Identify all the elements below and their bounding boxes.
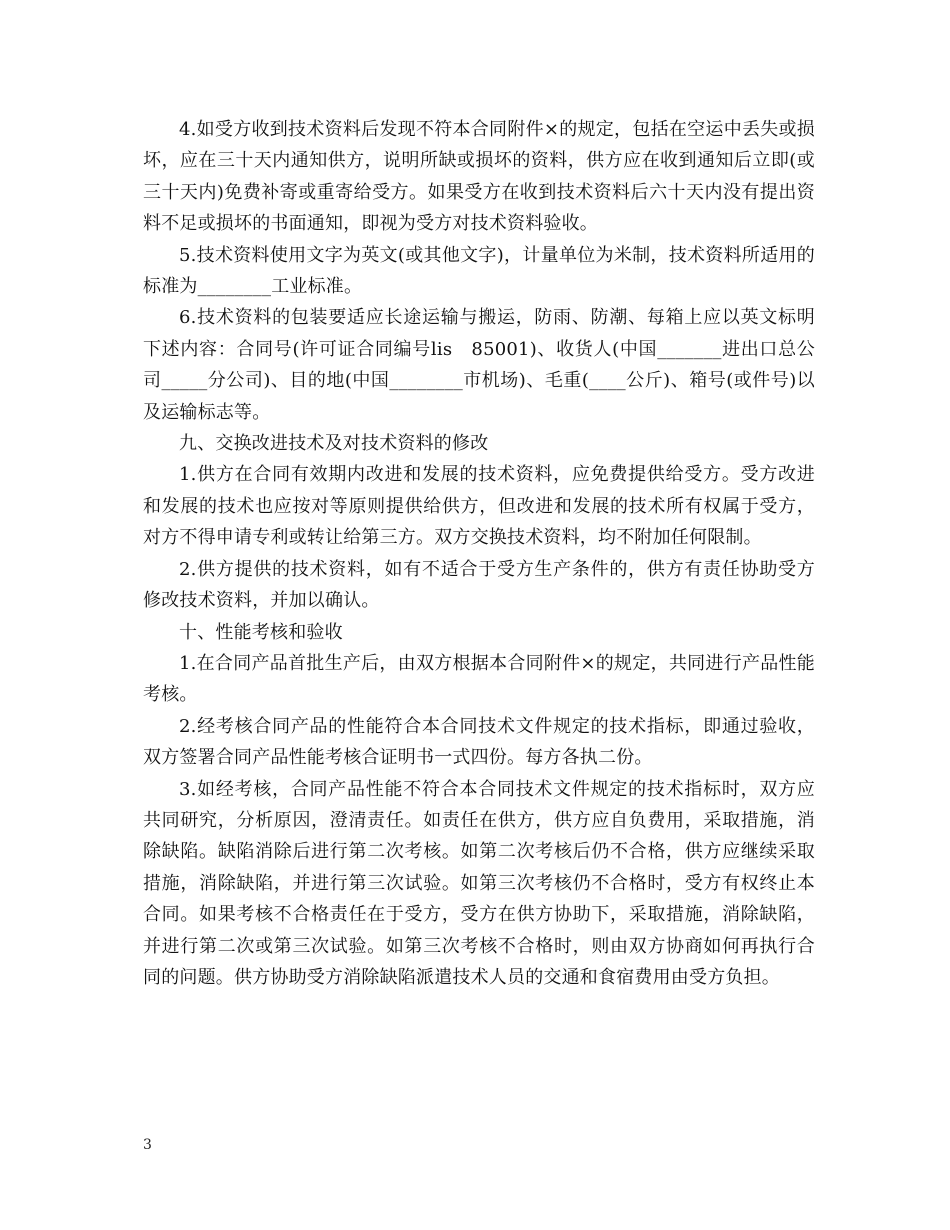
clause-8-6: 6.技术资料的包装要适应长途运输与搬运，防雨、防潮、每箱上应以英文标明下述内容：合同号(许可证合同编号lis 85001)、收货人(中国_______进出口总公司_____分公司)、目的地(中国________市机场)、毛重(____公斤)、箱号(或件号)以及运输标志等。: [143, 307, 815, 423]
document-body: [143, 114, 815, 993]
clause-10-2: 2.经考核合同产品的性能符合本合同技术文件规定的技术指标，即通过验收，双方签署合同产品性能考核合证明书一式四份。每方各执二份。: [143, 715, 815, 769]
section-heading-10: 十、性能考核和验收: [179, 621, 343, 643]
clause-8-5: 5.技术资料使用文字为英文(或其他文字)，计量单位为米制，技术资料所适用的标准为________工业标准。: [143, 244, 815, 298]
section-heading-9: 九、交换改进技术及对技术资料的修改: [179, 433, 489, 455]
clause-9-1: 1.供方在合同有效期内改进和发展的技术资料，应免费提供给受方。受方改进和发展的技术也应按对等原则提供给供方，但改进和发展的技术所有权属于受方，对方不得申请专利或转让给第三方。双方交换技术资料，均不附加任何限制。: [143, 464, 815, 549]
clause-10-1: 1.在合同产品首批生产后，由双方根据本合同附件×的规定，共同进行产品性能考核。: [143, 652, 815, 706]
page-number: 3: [143, 1137, 152, 1153]
clause-8-4: 4.如受方收到技术资料后发现不符本合同附件×的规定，包括在空运中丢失或损坏，应在三十天内通知供方，说明所缺或损坏的资料，供方应在收到通知后立即(或三十天内)免费补寄或重寄给受方。如果受方在收到技术资料后六十天内没有提出资料不足或损坏的书面通知，即视为受方对技术资料验收。: [143, 119, 815, 235]
clause-9-2: 2.供方提供的技术资料，如有不适合于受方生产条件的，供方有责任协助受方修改技术资料，并加以确认。: [143, 558, 815, 612]
clause-10-3: 3.如经考核，合同产品性能不符合本合同技术文件规定的技术指标时，双方应共同研究，分析原因，澄清责任。如责任在供方，供方应自负费用，采取措施，消除缺陷。缺陷消除后进行第二次考核。如第二次考核后仍不合格，供方应继续采取措施，消除缺陷，并进行第三次试验。如第三次考核仍不合格时，受方有权终止本合同。如果考核不合格责任在于受方，受方在供方协助下，采取措施，消除缺陷，并进行第二次或第三次试验。如第三次考核不合格时，则由双方协商如何再执行合同的问题。供方协助受方消除缺陷派遣技术人员的交通和食宿费用由受方负担。: [143, 778, 815, 988]
